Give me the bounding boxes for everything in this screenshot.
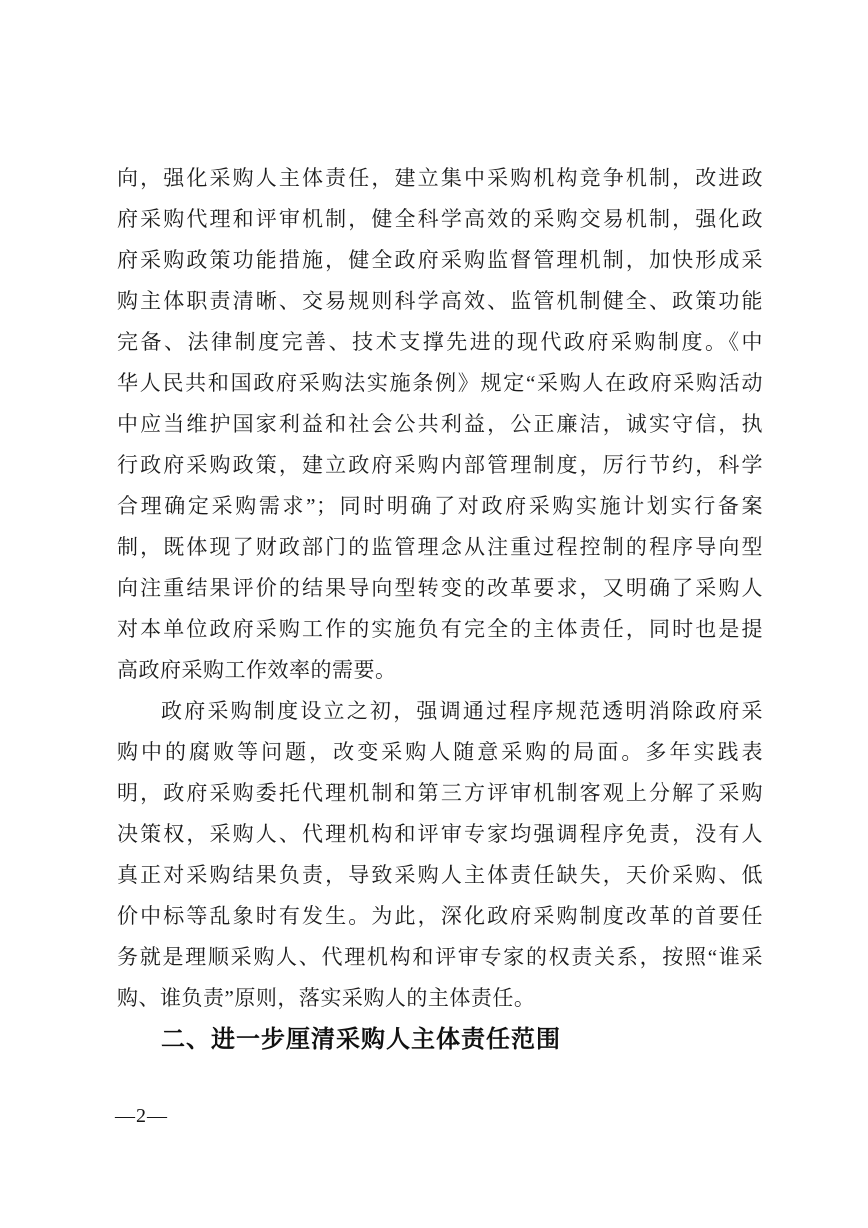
text-line: 向，强化采购人主体责任，建立集中采购机构竞争机制，改进政 <box>117 166 763 190</box>
text-line: 高政府采购工作效率的需要。 <box>117 658 397 682</box>
text-line: 制，既体现了财政部门的监管理念从注重过程控制的程序导向型 <box>117 535 763 559</box>
text-line: 合理确定采购需求”；同时明确了对政府采购实施计划实行备案 <box>117 494 763 518</box>
text-line: 府采购代理和评审机制，健全科学高效的采购交易机制，强化政 <box>117 207 763 231</box>
text-line: 中应当维护国家利益和社会公共利益，公正廉洁，诚实守信，执 <box>117 412 763 436</box>
paragraph <box>117 158 763 691</box>
text-line: 完备、法律制度完善、技术支撑先进的现代政府采购制度。《中 <box>117 330 763 354</box>
body-text <box>117 158 763 1019</box>
text-line: 决策权，采购人、代理机构和评审专家均强调程序免责，没有人 <box>117 822 763 846</box>
text-line: 政府采购制度设立之初，强调通过程序规范透明消除政府采 <box>161 699 763 723</box>
text-line: 真正对采购结果负责，导致采购人主体责任缺失，天价采购、低 <box>117 863 763 887</box>
text-line: 行政府采购政策，建立政府采购内部管理制度，厉行节约，科学 <box>117 453 763 477</box>
text-line: 购中的腐败等问题，改变采购人随意采购的局面。多年实践表 <box>117 740 763 764</box>
page-number: —2— <box>115 1105 168 1127</box>
text-block <box>117 158 763 1060</box>
text-line: 明，政府采购委托代理机制和第三方评审机制客观上分解了采购 <box>117 781 763 805</box>
text-line: 向注重结果评价的结果导向型转变的改革要求，又明确了采购人 <box>117 576 763 600</box>
text-line: 务就是理顺采购人、代理机构和评审专家的权责关系，按照“谁采 <box>117 945 763 969</box>
text-line: 华人民共和国政府采购法实施条例》规定“采购人在政府采购活动 <box>117 371 763 395</box>
text-line: 对本单位政府采购工作的实施负有完全的主体责任，同时也是提 <box>117 617 763 641</box>
text-line: 购、谁负责”原则，落实采购人的主体责任。 <box>117 986 536 1010</box>
text-line: 府采购政策功能措施，健全政府采购监督管理机制，加快形成采 <box>117 248 763 272</box>
text-line: 购主体职责清晰、交易规则科学高效、监管机制健全、政策功能 <box>117 289 763 313</box>
paragraph <box>117 691 763 1019</box>
text-line: 价中标等乱象时有发生。为此，深化政府采购制度改革的首要任 <box>117 904 763 928</box>
section-heading: 二、进一步厘清采购人主体责任范围 <box>161 1026 561 1053</box>
